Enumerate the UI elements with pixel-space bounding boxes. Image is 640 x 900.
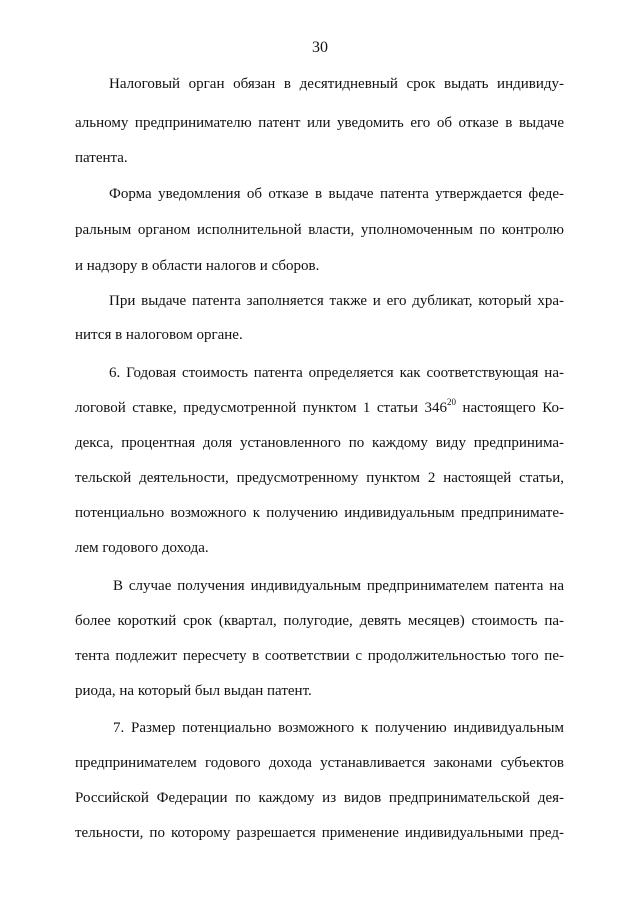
paragraph-5-line-1: В случае получения индивидуальным предпринимателем патента на — [113, 578, 564, 594]
paragraph-5-line-2: более короткий срок (квартал, полугодие, девять месяцев) стоимость па- — [75, 613, 564, 629]
paragraph-5-line-3: тента подлежит пересчету в соответствии с продолжительностью того пе- — [75, 648, 564, 664]
paragraph-5-line-4: риода, на который был выдан патент. — [75, 683, 312, 699]
paragraph-6-line-1: 7. Размер потенциально возможного к получению индивидуальным — [113, 720, 564, 736]
paragraph-4-line-5: потенциально возможного к получению индивидуальным предпринимате- — [75, 505, 564, 521]
paragraph-4-line-2 — [75, 398, 564, 419]
paragraph-3-line-1: При выдаче патента заполняется также и его дубликат, который хра- — [109, 293, 564, 309]
paragraph-4-line-1: 6. Годовая стоимость патента определяется как соответствующая на- — [109, 365, 564, 381]
paragraph-6-line-2: предпринимателем годового дохода устанавливается законами субъектов — [75, 755, 564, 771]
page-number: 30 — [312, 39, 328, 56]
paragraph-2-line-2: ральным органом исполнительной власти, уполномоченным по контролю — [75, 222, 564, 238]
paragraph-4-line-6: лем годового дохода. — [75, 540, 209, 556]
paragraph-1-line-2: альному предпринимателю патент или уведомить его об отказе в выдаче — [75, 115, 564, 131]
paragraph-6-line-4: тельности, по которому разрешается применение индивидуальными пред- — [75, 825, 564, 841]
paragraph-3-line-2: нится в налоговом органе. — [75, 327, 243, 343]
paragraph-4-line-2-after: настоящего Ко- — [455, 400, 565, 416]
paragraph-2-line-3: и надзору в области налогов и сборов. — [75, 258, 320, 274]
paragraph-1-line-3: патента. — [75, 150, 128, 166]
paragraph-4-line-3: декса, процентная доля установленного по каждому виду предпринима- — [75, 435, 564, 451]
paragraph-4-line-2-before: логовой ставке, предусмотренной пунктом 1 статьи 346 — [75, 400, 447, 416]
paragraph-2-line-1: Форма уведомления об отказе в выдаче патента утверждается феде- — [109, 186, 564, 202]
paragraph-4-line-4: тельской деятельности, предусмотренному пунктом 2 настоящей статьи, — [75, 470, 564, 486]
paragraph-1-line-1: Налоговый орган обязан в десятидневный срок выдать индивиду- — [109, 76, 564, 92]
paragraph-6-line-3: Российской Федерации по каждому из видов предпринимательской дея- — [75, 790, 564, 806]
article-superscript: 20 — [446, 397, 456, 407]
